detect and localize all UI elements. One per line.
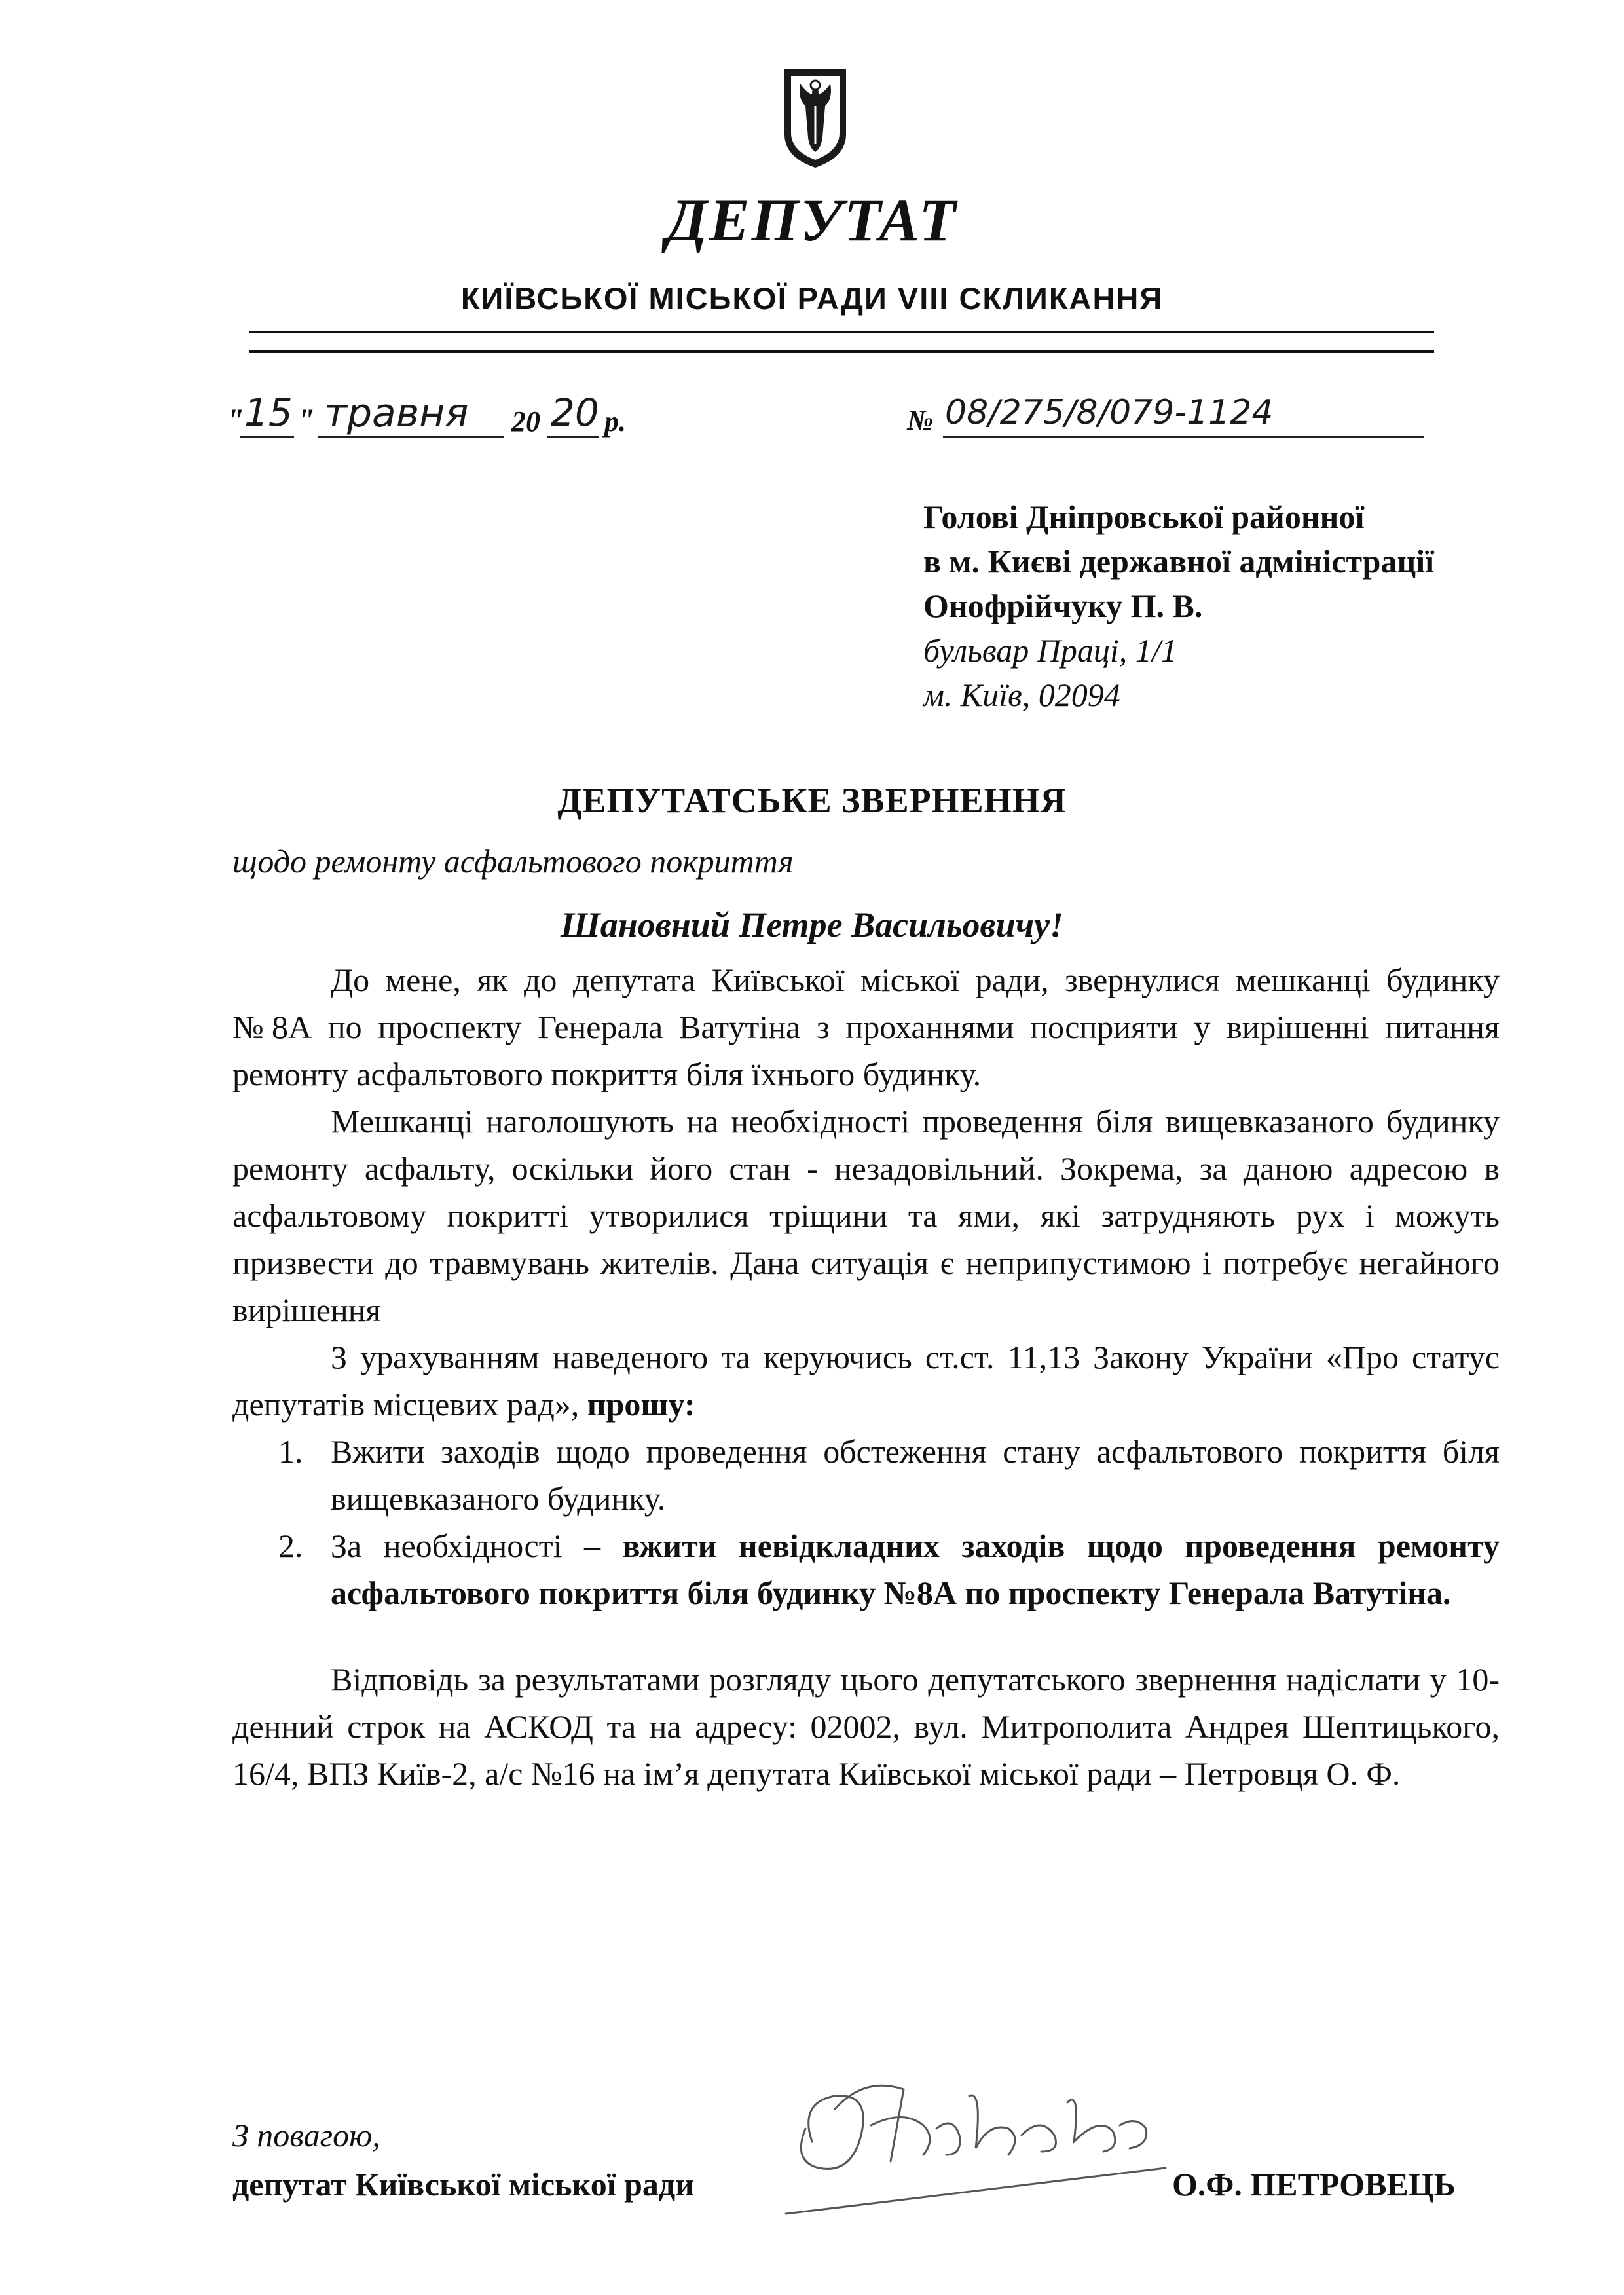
request-item-1-text: Вжити заходів щодо проведення обстеження стану асфальтового покриття біля вищевказаного будинку. [331, 1433, 1500, 1517]
request-list [232, 1428, 1500, 1616]
request-item-2-bold-text: вжити невідкладних заходів щодо проведення ремонту асфальтового покриття біля будинку №8А по проспекту Генерала Ватутіна. [331, 1527, 1500, 1611]
date-year-suffix: 20 [551, 390, 599, 435]
signer-position: депутат Київської міської ради [232, 2166, 695, 2203]
date-day-underline [240, 436, 294, 438]
request-item-2-number: 2. [278, 1527, 303, 1564]
signer-name: О.Ф. ПЕТРОВЕЦЬ [1172, 2166, 1456, 2203]
addressee-block [923, 494, 1578, 717]
header-title: ДЕПУТАТ [666, 187, 958, 253]
document-number [907, 393, 1431, 445]
closing-phrase: З повагою, [232, 2117, 380, 2154]
number-underline [943, 436, 1424, 438]
handwritten-signature [773, 2063, 1179, 2220]
document-date [226, 390, 750, 445]
date-year-unit: р. [604, 405, 626, 438]
request-item-2-text: За необхідності – [331, 1527, 623, 1564]
addressee-name: Онофрійчуку П. В. [923, 588, 1203, 624]
request-item-1-number: 1. [278, 1433, 303, 1470]
date-year-prefix: 20 [511, 405, 540, 438]
body-paragraph-3 [232, 1334, 1500, 1428]
body-paragraph-2: Мешканці наголошують на необхідності проведення біля вищевказаного будинку ремонту асфальту, оскільки його стан - незадовільний. Зокрема, за даною адресою в асфальтовому покритті утворилися тріщини та ями, які затрудняють рух і можуть призвести до травмувань жителів. Дана ситуація є неприпустимою і потребує негайного вирішення [232, 1103, 1500, 1328]
kyiv-coat-of-arms-emblem [779, 65, 851, 170]
header-divider-top [249, 331, 1434, 333]
body-request-word: прошу: [587, 1386, 695, 1423]
date-month: травня [324, 390, 469, 436]
salutation: Шановний Петре Васильовичу! [560, 905, 1064, 944]
number-value: 08/275/8/079-1124 [945, 393, 1274, 432]
body-paragraph-4: Відповідь за результатами розгляду цього депутатського звернення надіслати у 10-денний строк на АСКОД та на адресу: 02002, вул. Митрополита Андрея Шептицького, 16/4, ВПЗ Київ-2, а/с №16 на ім’я депутата Київської міської ради – Петровця О. Ф. [232, 1661, 1500, 1792]
date-close-quote: " [297, 401, 315, 438]
body-paragraph-3-text: З урахуванням наведеного та керуючись ст.ст. 11,13 Закону України «Про статус депутатів місцевих рад», [232, 1339, 1500, 1423]
header-subtitle: КИЇВСЬКОЇ МІСЬКОЇ РАДИ VIII СКЛИКАННЯ [460, 281, 1164, 316]
body-paragraph-1: До мене, як до депутата Київської міської ради, звернулися мешканці будинку №8А по проспекту Генерала Ватутіна з проханнями посприяти у вирішенні питання ремонту асфальтового покриття біля їхнього будинку. [232, 961, 1500, 1092]
addressee-line-1: Голові Дніпровської районної [923, 498, 1365, 535]
date-year-underline [547, 436, 599, 438]
request-item-2 [232, 1522, 1500, 1616]
paragraph-spacer [232, 1616, 1500, 1656]
date-month-underline [318, 436, 504, 438]
number-label: № [907, 404, 934, 436]
addressee-street: бульвар Праці, 1/1 [923, 632, 1177, 669]
addressee-line-2: в м. Києві державної адміністрації [923, 543, 1435, 580]
document-title: ДЕПУТАТСЬКЕ ЗВЕРНЕННЯ [557, 781, 1067, 820]
date-day: 15 [244, 390, 293, 435]
letter-body [232, 956, 1500, 1797]
header-divider-bottom [249, 350, 1434, 353]
document-subject: щодо ремонту асфальтового покриття [232, 843, 794, 880]
request-item-1 [232, 1428, 1500, 1522]
date-open-quote: " [226, 401, 244, 438]
addressee-city: м. Київ, 02094 [923, 677, 1120, 713]
